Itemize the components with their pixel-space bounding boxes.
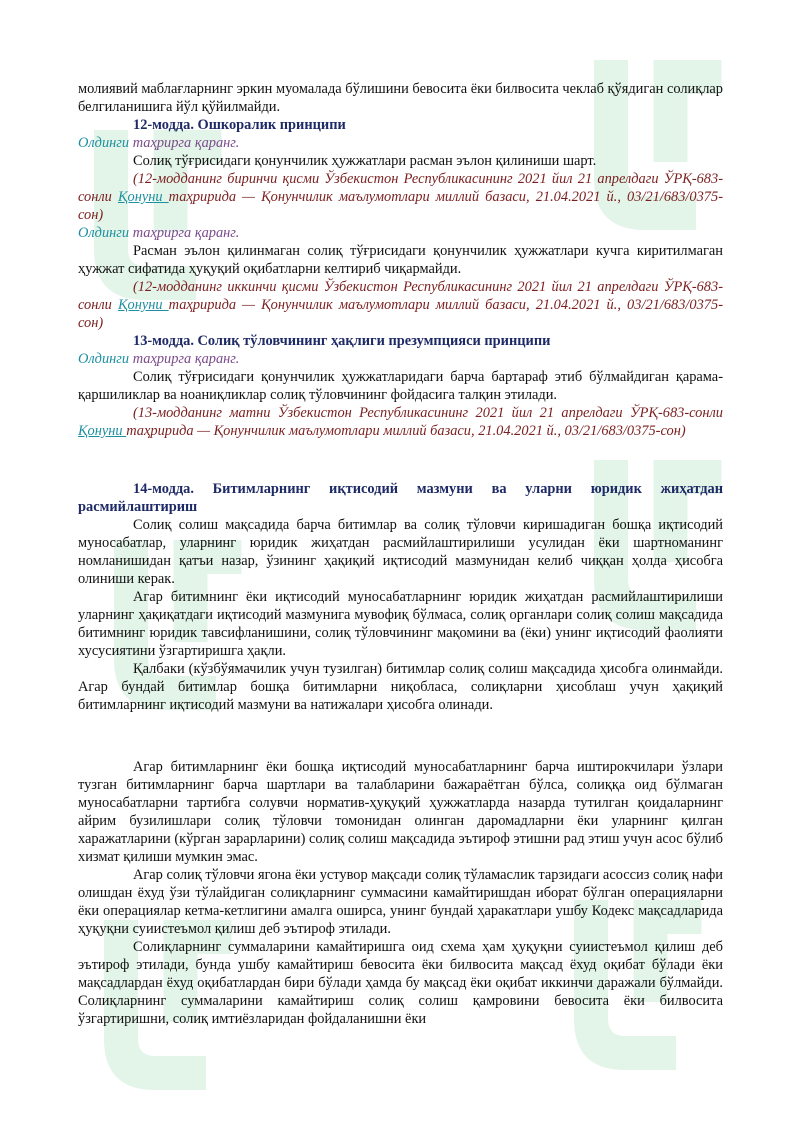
- paragraph: Солиқ тўғрисидаги қонунчилик ҳужжатлари расман эълон қилиниши шарт.: [133, 153, 597, 169]
- previous-edition-link[interactable]: Олдинги: [78, 225, 130, 241]
- article-14-title: 14-модда. Битимларнинг иқтисодий мазмуни ва уларни юридик жиҳатдан расмийлаштириш: [78, 481, 723, 515]
- paragraph: Солиқ солиш мақсадида барча битимлар ва солиқ тўловчи киришадиган бошқа иқтисодий муносабатлар, уларнинг юридик жиҳатдан расмийлаштирилиши усулидан ёки шартноманинг номланишидан қатъи назар, ўзининг ҳақиқий иқтисодий мазмунидан келиб чиққан ҳолда ҳисобга олиниши керак.: [78, 517, 723, 587]
- previous-edition-link[interactable]: Олдинги: [78, 351, 130, 367]
- amendment-note: (13-модданинг матни Ўзбекистон Республикасининг 2021 йил 21 апрелдаги ЎРҚ-683-сонли Қонуни таҳририда — Қонунчилик маълумотлари миллий базаси, 21.04.2021 й., 03/21/683/0375-сон): [78, 405, 723, 439]
- previous-edition-ref: Олдинги таҳрирга қаранг.: [78, 135, 240, 151]
- paragraph: Расман эълон қилинмаган солиқ тўғрисидаги қонунчилик ҳужжатлари кучга киритилмаган ҳужжат сифатида ҳуқуқий оқибатларни келтириб чиқармайди.: [78, 243, 723, 277]
- previous-edition-ref: Олдинги таҳрирга қаранг.: [78, 351, 240, 367]
- document-body: [78, 80, 723, 1028]
- paragraph: Агар солиқ тўловчи ягона ёки устувор мақсади солиқ тўламаслик тарзидаги асоссиз солиқ нафи олишдан ёхуд ўзи тўлайдиган солиқларнинг суммасини камайтиришдан иборат бўлган операцияларни ёки операциялар кетма-кетлигини амалга оширса, унинг бундай ҳаракатлари ушбу Кодекс мақсадларида ҳуқуқни суиистеъмол қилиш деб эътироф этилади.: [78, 867, 723, 937]
- paragraph: Қалбаки (кўзбўямачилик учун тузилган) битимлар солиқ солиш мақсадида ҳисобга олинмайди. Агар бундай битимлар бошқа битимларни ниқобласа, солиқларни ҳисоблаш учун ҳақиқий битимларнинг иқтисодий мазмуни ва натижалари ҳисобга олинади.: [78, 661, 723, 713]
- law-link[interactable]: Қонуни: [117, 189, 169, 205]
- article-13-title: 13-модда. Солиқ тўловчининг ҳақлиги презумпцияси принципи: [133, 333, 551, 349]
- previous-edition-link[interactable]: Олдинги: [78, 135, 130, 151]
- law-link[interactable]: Қонуни: [78, 423, 127, 439]
- spacer: [78, 714, 723, 758]
- paragraph: Солиқларнинг суммаларини камайтиришга оид схема ҳам ҳуқуқни суиистеъмол қилиш деб эътироф этилади, бунда ушбу камайтириш бевосита ёки билвосита мақсад ёхуд оқибат бўлади ёки мақсадлардан ёхуд оқибатлардан бири бўлади ҳамда бу мақсад ёки оқибат иккинчи даражали бўлмайди. Солиқларнинг суммаларини камайтириш солиқ солиш қамровини бевосита ёки билвосита ўзгартиришни, солиқ имтиёзларидан фойдаланишни ёки: [78, 939, 723, 1027]
- paragraph: Агар битимнинг ёки иқтисодий муносабатларнинг юридик жиҳатдан расмийлаштирилиши уларнинг ҳақиқатдаги иқтисодий мазмунига мувофиқ бўлмаса, солиқ органлари солиқ солиш мақсадида битимнинг юридик тавсифланишини, солиқ тўловчининг мақомини ва (ёки) унинг иқтисодий фаолияти хусусиятини ўзгартиришга ҳақли.: [78, 589, 723, 659]
- article-12-title: 12-модда. Ошкоралик принципи: [133, 117, 346, 133]
- paragraph: Солиқ тўғрисидаги қонунчилик ҳужжатларидаги барча бартараф этиб бўлмайдиган қарама-қаршиликлар ва ноаниқликлар солиқ тўловчининг фойдасига талқин этилади.: [78, 369, 723, 403]
- previous-edition-ref: Олдинги таҳрирга қаранг.: [78, 225, 240, 241]
- law-link[interactable]: Қонуни: [117, 297, 169, 313]
- spacer: [78, 440, 723, 480]
- paragraph: Агар битимларнинг ёки бошқа иқтисодий муносабатларнинг барча иштирокчилари ўзлари тузган битимларнинг барча шартлари ва талабларини бажараётган бўлса, солиққа оид бўлмаган муносабатларни тартибга солувчи норматив-ҳуқуқий ҳужжатларда назарда тутилган қоидаларнинг айрим бузилишлари солиқ тўловчи томонидан олинган даромадларни ёки уларнинг қилган харажатларини (кўрган зарарларини) солиқ солиш мақсадида эътироф этишни рад этиш учун асос бўлиб хизмат қилиши мумкин эмас.: [78, 759, 723, 865]
- paragraph: молиявий маблағларнинг эркин муомалада бўлишини бевосита ёки билвосита чеклаб қўядиган солиқлар белгиланишига йўл қўйилмайди.: [78, 81, 723, 115]
- amendment-note: (12-модданинг биринчи қисми Ўзбекистон Республикасининг 2021 йил 21 апрелдаги ЎРҚ-683-сонли Қонуни таҳририда — Қонунчилик маълумотлари миллий базаси, 21.04.2021 й., 03/21/683/0375-сон): [78, 171, 723, 223]
- amendment-note: (12-модданинг иккинчи қисми Ўзбекистон Республикасининг 2021 йил 21 апрелдаги ЎРҚ-683-сонли Қонуни таҳририда — Қонунчилик маълумотлари миллий базаси, 21.04.2021 й., 03/21/683/0375-сон): [78, 279, 723, 331]
